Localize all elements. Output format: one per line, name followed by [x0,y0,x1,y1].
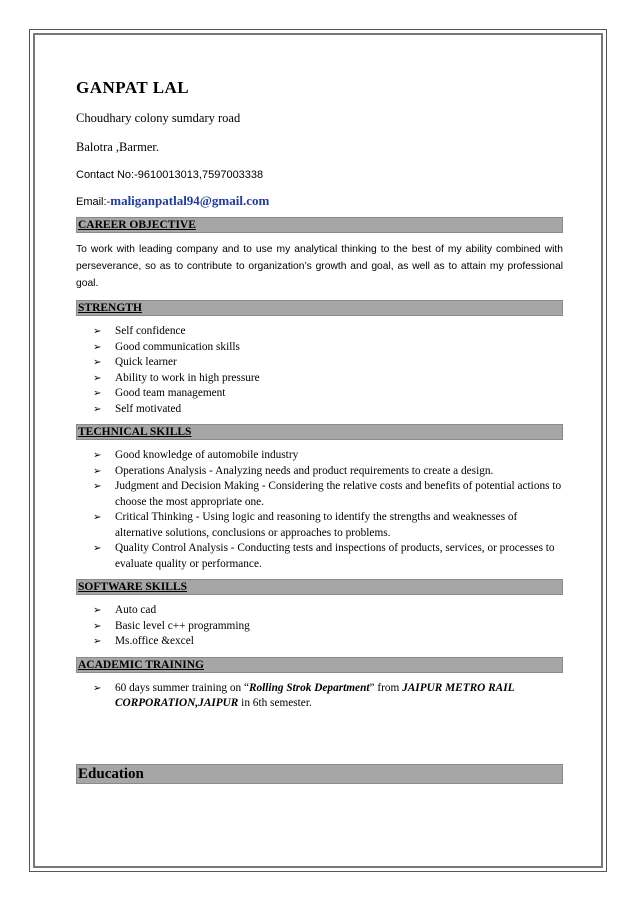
arrow-bullet-icon: ➢ [93,481,102,492]
list-item: ➢ Quick learner [93,355,563,371]
email-line [76,193,563,209]
list-item: ➢ Good communication skills [93,340,563,356]
arrow-bullet-icon: ➢ [93,682,102,694]
list-item: ➢ Ms.office &excel [93,634,563,650]
arrow-bullet-icon: ➢ [93,450,102,461]
email-link[interactable]: maliganpatlal94@gmail.com [110,193,270,208]
technical-skills-heading: TECHNICAL SKILLS [76,424,563,440]
list-item: ➢ Self motivated [93,402,563,418]
career-objective-heading: CAREER OBJECTIVE [76,217,563,233]
resume-content [76,78,563,792]
list-item: ➢ Good team management [93,386,563,402]
arrow-bullet-icon: ➢ [93,512,102,523]
arrow-bullet-icon: ➢ [93,403,102,415]
list-item: ➢ Good knowledge of automobile industry [93,448,563,464]
training-department: Rolling Strok Department [248,681,370,694]
list-item: ➢ Judgment and Decision Making - Considering the relative costs and benefits of potential actions to choose the most appropriate one. [93,480,562,508]
arrow-bullet-icon: ➢ [93,388,102,399]
list-item: ➢ Auto cad [93,603,563,619]
address-line-1: Choudhary colony sumdary road [76,111,241,125]
list-item: ➢ 60 days summer training on “Rolling Strok Department” from JAIPUR METRO RAIL CORPORATION,JAIPUR in 6th semester. [93,681,515,709]
career-objective-text: To work with leading company and to use my analytical thinking to the best of my ability combined with perseverance, so as to contribute to organization’s growth and goal, as well as to attain my professional goal. [76,244,563,289]
list-item: ➢ Ability to work in high pressure [93,371,563,387]
arrow-bullet-icon: ➢ [93,357,102,368]
training-company: JAIPUR METRO RAIL CORPORATION,JAIPUR [115,681,515,709]
strength-list [76,324,563,417]
list-item: ➢ Critical Thinking - Using logic and reasoning to identify the strengths and weaknesses of alternative solutions, conclusions or approaches to problems. [93,511,518,539]
list-item: ➢ Basic level c++ programming [93,619,563,635]
strength-heading: STRENGTH [76,300,563,316]
academic-training-list [76,681,563,712]
arrow-bullet-icon: ➢ [93,636,102,647]
address-line-2: Balotra ,Barmer. [76,140,159,154]
academic-training-heading: ACADEMIC TRAINING [76,657,563,673]
technical-skills-list [76,448,563,572]
arrow-bullet-icon: ➢ [93,326,102,337]
contact-numbers: Contact No:-9610013013,7597003338 [76,169,264,181]
arrow-bullet-icon: ➢ [93,543,102,554]
arrow-bullet-icon: ➢ [93,620,102,632]
candidate-name: GANPAT LAL [76,78,190,97]
arrow-bullet-icon: ➢ [93,341,102,353]
software-skills-list [76,603,563,650]
arrow-bullet-icon: ➢ [93,372,102,384]
email-label: Email:- [76,196,111,208]
software-skills-heading: SOFTWARE SKILLS [76,579,563,595]
arrow-bullet-icon: ➢ [93,605,102,616]
education-heading: Education [76,764,563,784]
list-item: ➢ Self confidence [93,324,563,340]
list-item: ➢ Quality Control Analysis - Conducting tests and inspections of products, services, or processes to evaluate quality or performance. [93,542,555,570]
list-item: ➢ Operations Analysis - Analyzing needs and product requirements to create a design. [93,464,563,480]
arrow-bullet-icon: ➢ [93,465,102,477]
